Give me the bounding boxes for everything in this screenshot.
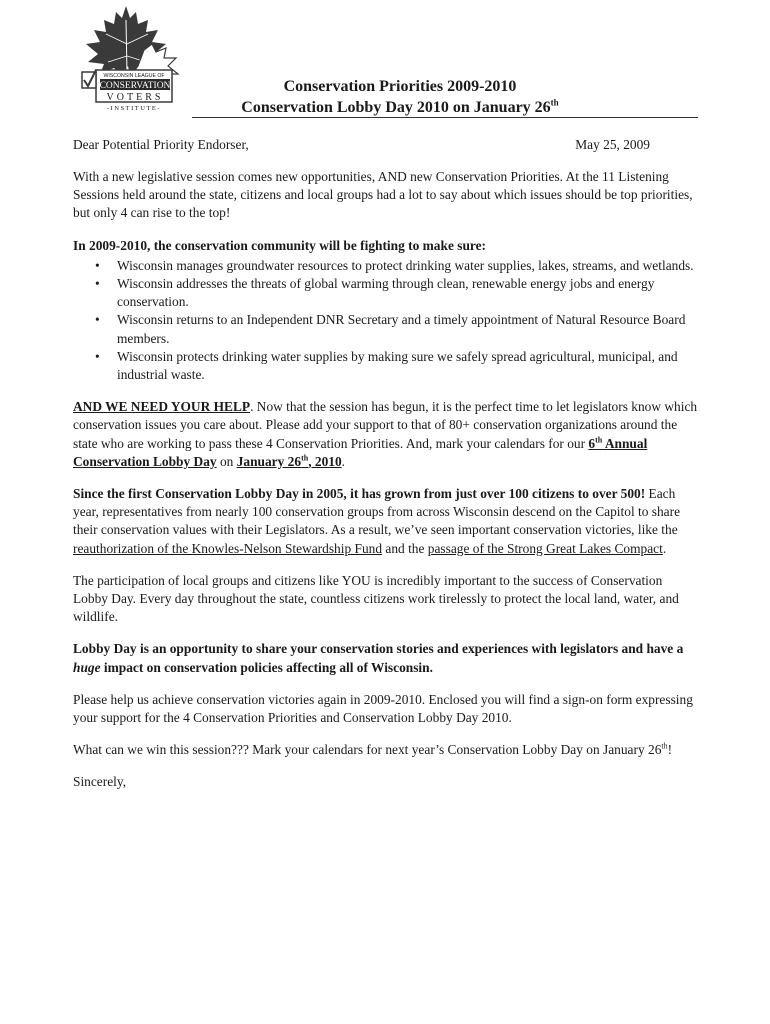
lobby-day-event: 6th Annual Conservation Lobby Day bbox=[73, 435, 648, 469]
svg-text:WISCONSIN LEAGUE OF: WISCONSIN LEAGUE OF bbox=[103, 73, 165, 79]
lobby-day-paragraph: Lobby Day is an opportunity to share your conservation stories and experiences with legislators and have a huge impact on conservation policies affecting all of Wisconsin. bbox=[73, 641, 684, 675]
great-lakes-compact-link: passage of the Strong Great Lakes Compact bbox=[427, 540, 663, 556]
participation-paragraph: The participation of local groups and citizens like YOU is incredibly important to the success of Conservation Lobby Day. Every day throughout the state, countless citizens work tirelessly to protect the local land, water, and wildlife. bbox=[73, 572, 679, 625]
help-heading: AND WE NEED YOUR HELP bbox=[73, 399, 251, 415]
win-paragraph: What can we win this session??? Mark your calendars for next year’s Conservation Lobby Day on January 26th! bbox=[73, 741, 673, 758]
priorities-heading: In 2009-2010, the conservation community will be fighting to make sure: bbox=[73, 237, 486, 253]
title-lobby-day: Conservation Lobby Day 2010 on January 26th bbox=[241, 97, 559, 116]
list-item: • Wisconsin addresses the threats of global warming through clean, renewable energy jobs and energy conservation. bbox=[117, 275, 698, 311]
letter-body bbox=[73, 128, 698, 792]
intro-paragraph: With a new legislative session comes new opportunities, AND new Conservation Priorities. At the 11 Listening Sessions held around the state, citizens and local groups had a lot to say about which issues should be top priorities, but only 4 can rise to the top! bbox=[73, 169, 693, 221]
letter-title bbox=[190, 76, 610, 118]
maple-leaf-logo-icon bbox=[78, 4, 188, 112]
svg-text:CONSERVATION: CONSERVATION bbox=[99, 81, 171, 91]
help-us-paragraph: Please help us achieve conservation victories again in 2009-2010. Enclosed you will find a sign-on form expressing your support for the 4 Conservation Priorities and Conservation Lobby Day 2010. bbox=[73, 691, 693, 726]
organization-logo bbox=[78, 4, 188, 112]
closing: Sincerely, bbox=[73, 774, 127, 790]
lobby-day-date: January 26th, 2010 bbox=[236, 453, 342, 469]
title-divider bbox=[192, 117, 698, 118]
letter-date: May 25, 2009 bbox=[575, 137, 650, 152]
list-item: • Wisconsin returns to an Independent DNR Secretary and a timely appointment of Natural Resource Board members. bbox=[117, 311, 698, 347]
list-item: • Wisconsin protects drinking water supplies by making sure we safely spread agricultural, municipal, and industrial waste. bbox=[117, 348, 698, 384]
svg-text:VOTERS: VOTERS bbox=[106, 92, 164, 103]
svg-text:-INSTITUTE-: -INSTITUTE- bbox=[106, 105, 162, 112]
title-priorities: Conservation Priorities 2009-2010 bbox=[283, 78, 517, 95]
list-item: • Wisconsin manages groundwater resources to protect drinking water supplies, lakes, streams, and wetlands. bbox=[117, 257, 698, 275]
stewardship-fund-link: reauthorization of the Knowles-Nelson Stewardship Fund bbox=[73, 540, 383, 556]
growth-paragraph: Since the first Conservation Lobby Day in 2005, it has grown from just over 100 citizens to over 500! Each year, representatives from nearly 100 conservation groups from across Wisconsin descend on the Capitol to share their conservation values with their Legislators. As a result, we’ve seen important conservation victories, like the reauthorization of the Knowles-Nelson Stewardship Fund and the passage of the Strong Great Lakes Compact. bbox=[73, 486, 681, 556]
help-paragraph: AND WE NEED YOUR HELP. Now that the session has begun, it is the perfect time to let legislators know which conservation issues you care about. Please add your support to that of 80+ conservation organizations around the state who are working to pass these 4 Conservation Priorities. And, mark your calendars for our 6th Annual Conservation Lobby Day on January 26th, 2010. bbox=[73, 399, 698, 469]
priorities-list bbox=[73, 257, 698, 384]
greeting-row bbox=[73, 136, 698, 154]
salutation: Dear Potential Priority Endorser, bbox=[73, 137, 249, 152]
